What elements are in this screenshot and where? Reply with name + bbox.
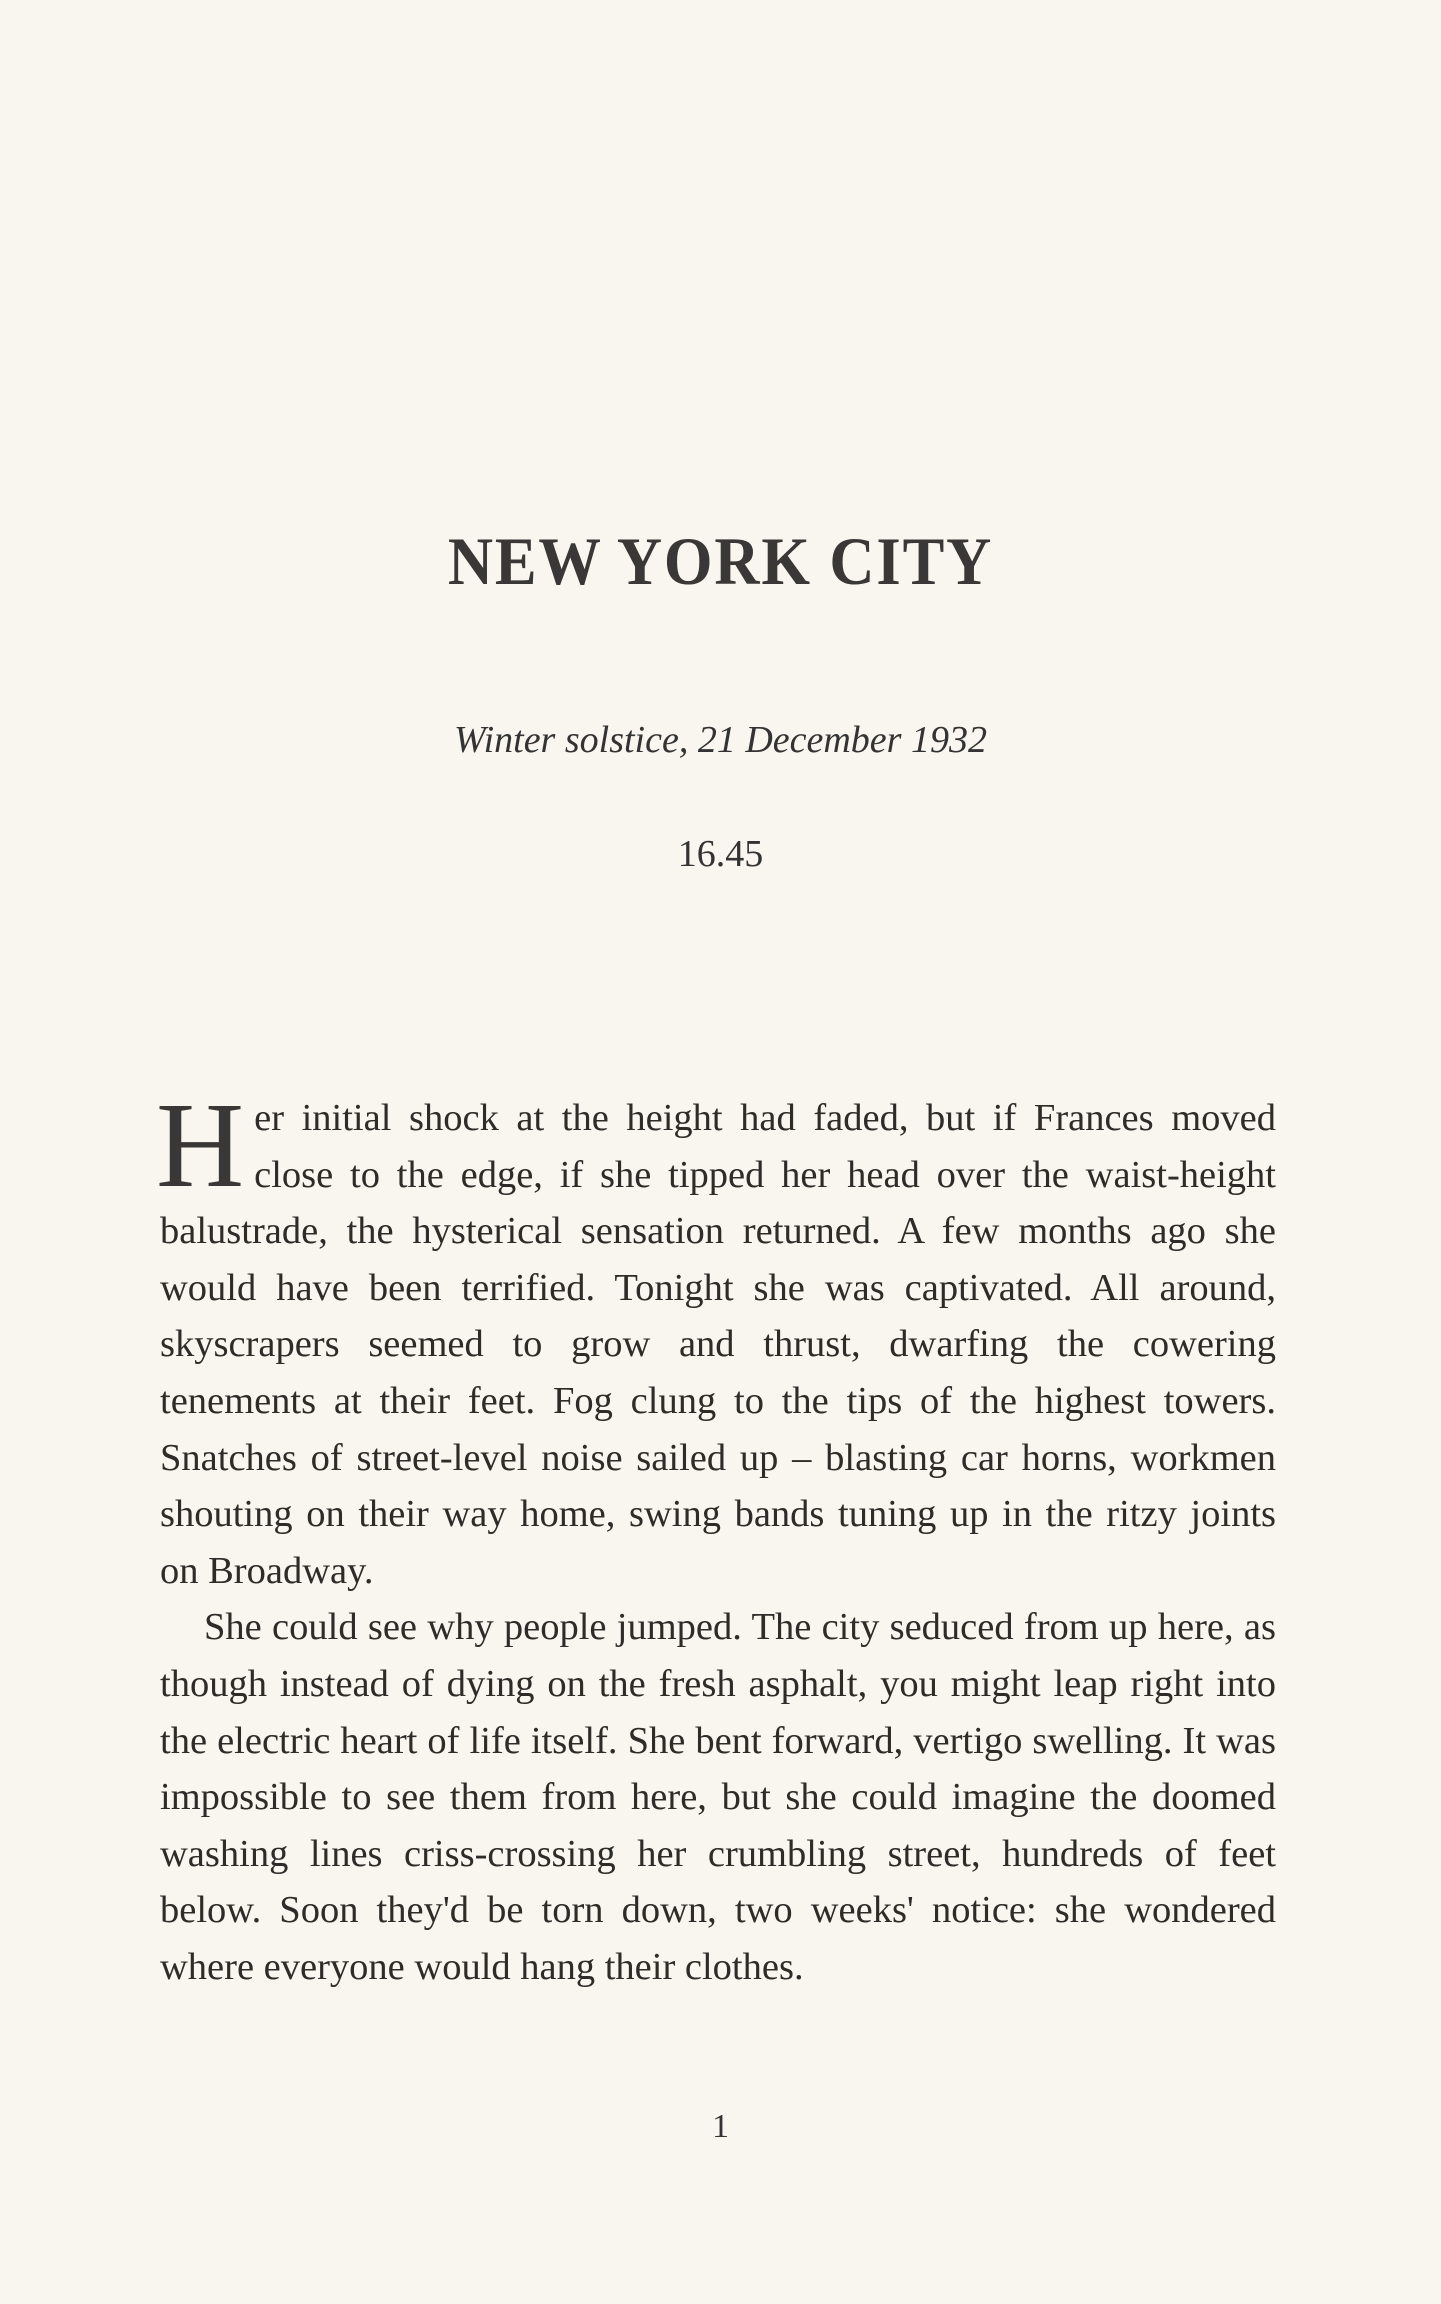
drop-cap: H <box>156 1078 245 1213</box>
chapter-title: NEW YORK CITY <box>447 523 994 599</box>
paragraph-1 <box>156 1078 1276 1599</box>
body-text <box>156 1078 1276 1996</box>
page-number: 1 <box>712 2108 729 2145</box>
paragraph-2: She could see why people jumped. The city seduced from up here, as though instead of dying on the fresh asphalt, you might leap right into the electric heart of life itself. She bent forward, vertigo swelling. It was impossible to see them from here, but she could imagine the doomed washing lines criss-crossing her crumbling street, hundreds of feet below. Soon they'd be torn down, two weeks' notice: she wondered where everyone would hang their clothes. <box>160 1606 1276 1988</box>
paragraph-1-text: er initial shock at the height had faded, but if Frances moved close to the edge, if she tipped her head over the waist-height balustrade, the hysterical sensation returned. A few months ago she would have been terrified. Tonight she was captivated. All around, skyscrapers seemed to grow and thrust, dwarfing the cowering tenements at their feet. Fog clung to the tips of the highest towers. Snatches of street-level noise sailed up – blasting car horns, workmen shouting on their way home, swing bands tuning up in the ritzy joints on Broadway. <box>160 1097 1276 1592</box>
chapter-dateline: Winter solstice, 21 December 1932 <box>454 719 987 761</box>
chapter-time: 16.45 <box>677 833 764 875</box>
